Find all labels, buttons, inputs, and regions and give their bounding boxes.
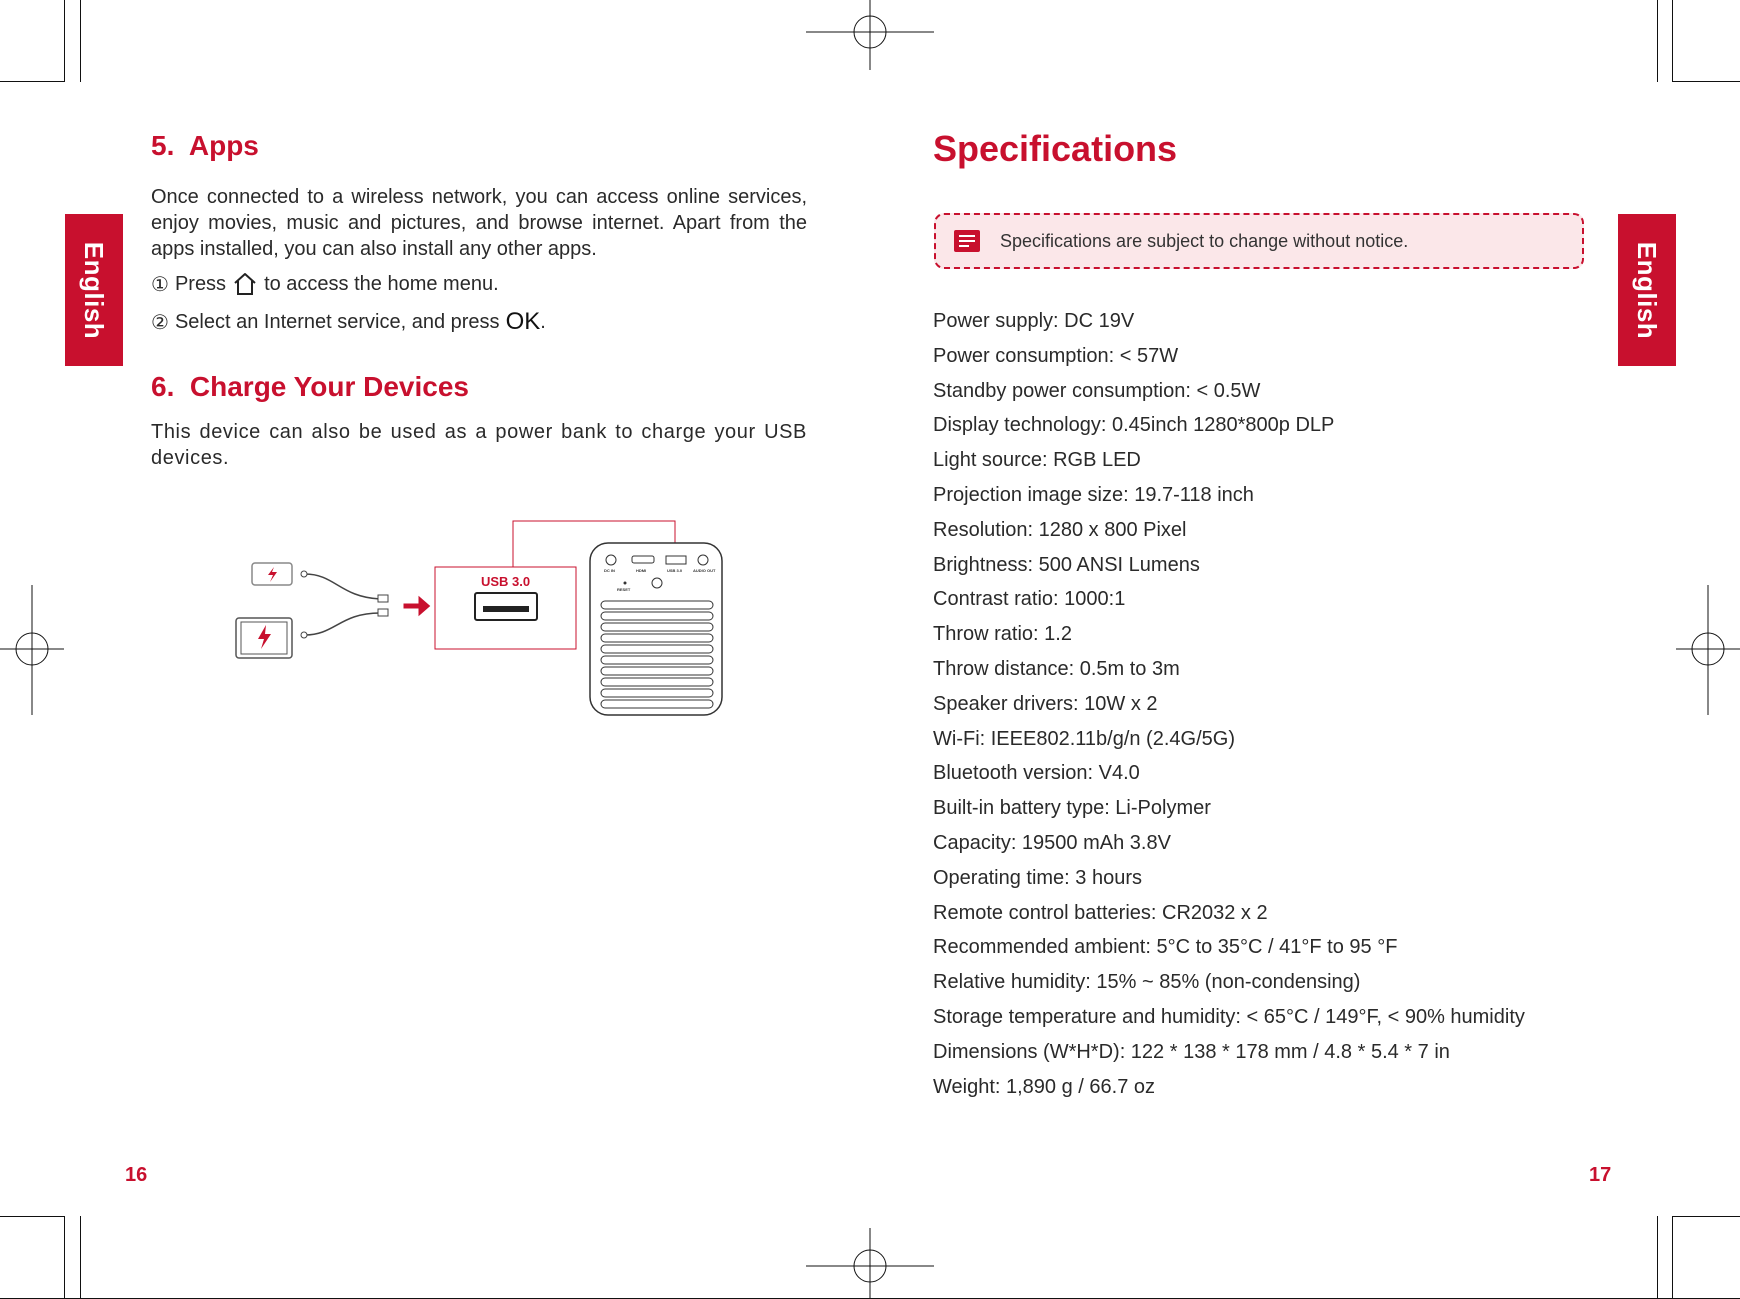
registration-mark-left (0, 585, 70, 715)
spec-item: Relative humidity: 15% ~ 85% (non-condensing) (933, 971, 1361, 994)
step-marker: ② (151, 311, 169, 334)
spec-item: Power consumption: < 57W (933, 344, 1179, 367)
registration-mark-right (1674, 585, 1740, 715)
spec-item: Projection image size: 19.7-118 inch (933, 483, 1254, 506)
spec-item: Weight: 1,890 g / 66.7 oz (933, 1075, 1156, 1098)
apps-heading: 5. Apps (151, 130, 259, 161)
spec-item: Display technology: 0.45inch 1280*800p DLP (933, 414, 1335, 437)
spec-item: Throw distance: 0.5m to 3m (933, 657, 1180, 680)
spec-item: Power supply: DC 19V (933, 310, 1135, 332)
port-label-dc-in: DC IN (604, 568, 615, 573)
spec-item: Wi-Fi: IEEE802.11b/g/n (2.4G/5G) (933, 727, 1235, 750)
page-number-right: 17 (1589, 1164, 1612, 1186)
arrow-right-icon (405, 599, 428, 613)
port-label-hdmi: HDMI (636, 568, 647, 573)
apps-step-1 (151, 271, 499, 297)
port-label-usb: USB 3.0 (667, 568, 683, 573)
spec-item: Storage temperature and humidity: < 65°C / 149°F, < 90% humidity (933, 1005, 1525, 1028)
spec-item: Recommended ambient: 5°C to 35°C / 41°F to 95 °F (933, 936, 1398, 959)
ok-key: OK (505, 308, 541, 335)
step-marker: ① (151, 273, 169, 296)
tablet-device (236, 618, 292, 658)
reset-label: RESET (617, 587, 631, 592)
spec-item: Standby power consumption: < 0.5W (933, 379, 1261, 402)
spec-item: Speaker drivers: 10W x 2 (933, 692, 1158, 715)
port-label-audio-out: AUDIO OUT (693, 568, 716, 573)
phone-device (252, 563, 292, 585)
spec-item: Brightness: 500 ANSI Lumens (933, 553, 1200, 576)
usb-label: USB 3.0 (481, 574, 531, 589)
spec-item: Resolution: 1280 x 800 Pixel (933, 518, 1187, 541)
spec-list (933, 304, 1525, 1104)
registration-mark-bottom (800, 1228, 940, 1299)
page-number-left: 16 (125, 1164, 148, 1186)
charge-heading: 6. Charge Your Devices (151, 371, 469, 402)
step-text: Select an Internet service, and press (174, 310, 500, 333)
spec-item: Remote control batteries: CR2032 x 2 (933, 901, 1268, 924)
language-tab-right (1618, 214, 1676, 366)
spec-item: Operating time: 3 hours (933, 866, 1142, 889)
spec-item: Dimensions (W*H*D): 122 * 138 * 178 mm / 4.8 * 5.4 * 7 in (933, 1040, 1450, 1063)
charging-illustration (230, 515, 730, 720)
home-icon (232, 271, 258, 297)
note-icon (954, 230, 980, 252)
language-tab-label: English (79, 241, 110, 339)
spec-item: Contrast ratio: 1000:1 (933, 588, 1126, 611)
step-text: to access the home menu. (264, 272, 499, 295)
notice-box (934, 213, 1584, 269)
spec-item: Throw ratio: 1.2 (933, 623, 1072, 646)
registration-mark-top (800, 0, 940, 70)
apps-step-2 (151, 308, 546, 336)
charge-body: This device can also be used as a power bank to charge your USB devices. (151, 421, 807, 469)
spec-item: Bluetooth version: V4.0 (933, 762, 1140, 785)
spec-item: Built-in battery type: Li-Polymer (933, 797, 1211, 820)
spec-item: Capacity: 19500 mAh 3.8V (933, 831, 1171, 854)
language-tab-label: English (1632, 241, 1663, 339)
apps-body: Once connected to a wireless network, you can access online services, enjoy movies, music and pictures, and browse internet. Apart from the apps installed, you can also install any other apps. (151, 186, 807, 260)
notice-text: Specifications are subject to change without notice. (1000, 230, 1409, 251)
language-tab-left (65, 214, 123, 366)
step-text: . (540, 310, 546, 333)
charging-diagram (230, 515, 730, 720)
specifications-title: Specifications (933, 128, 1178, 169)
spec-item: Light source: RGB LED (933, 449, 1141, 472)
step-text: Press (174, 272, 227, 295)
